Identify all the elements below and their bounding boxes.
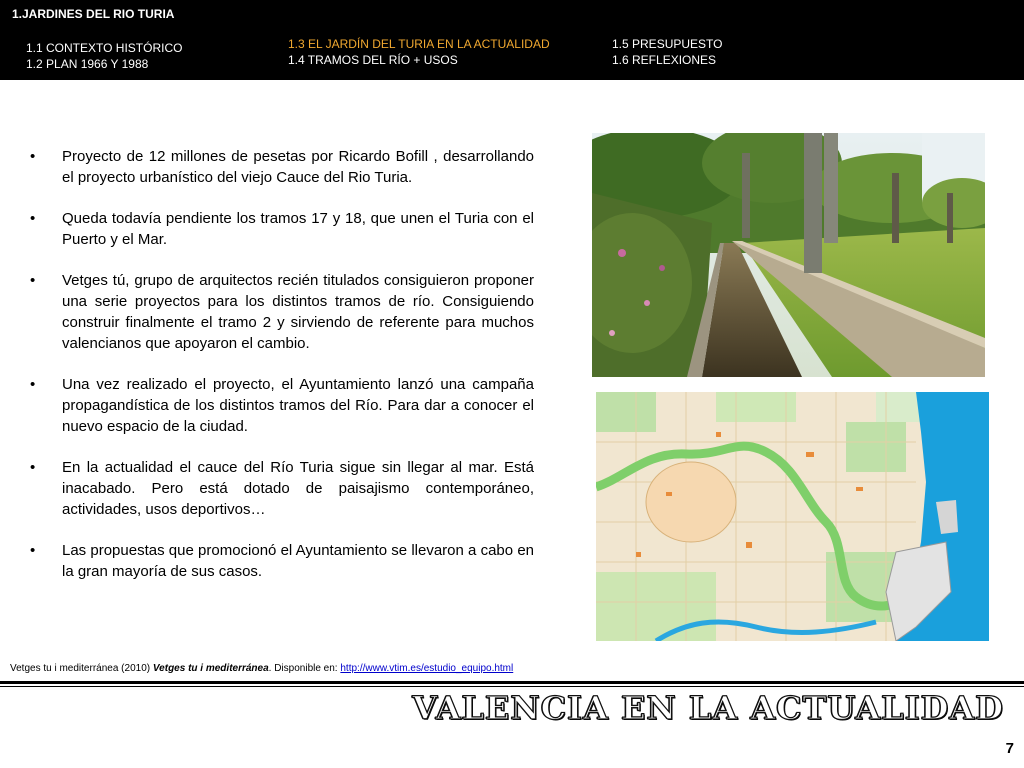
bullet-item: • En la actualidad el cauce del Río Turia sigue sin llegar al mar. Está inacabado. Pero está dotado de paisajismo contemporáneo, actividades, usos deportivos… [30,459,534,518]
nav-item-plan[interactable]: 1.2 PLAN 1966 Y 1988 [26,57,149,71]
nav-item-jardin-actualidad[interactable]: 1.3 EL JARDÍN DEL TURIA EN LA ACTUALIDAD [288,37,550,51]
nav-column-2 [288,36,550,68]
bullet-item: • Las propuestas que promocionó el Ayuntamiento se llevaron a cabo en la gran mayoría de sus casos. [30,542,534,580]
valencia-city-map [596,392,989,641]
bullet-icon: • [30,210,36,227]
page-number: 7 [1005,740,1014,757]
divider-thin [0,686,1024,687]
bullet-icon: • [30,148,36,165]
bullet-icon: • [30,542,36,559]
bullet-list [30,146,534,602]
nav-column-3 [612,36,722,68]
nav-column-1 [26,40,182,72]
nav-item-presupuesto[interactable]: 1.5 PRESUPUESTO [612,37,723,51]
slide-title: VALENCIA EN LA ACTUALIDAD [412,689,1004,727]
bullet-item: • Vetges tú, grupo de arquitectos recién titulados consiguieron proponer una serie proyectos para los distintos tramos de río. Consiguiendo construir finalmente el tramo 2 y sirviendo de referente para muchos valencianos que apoyaron el cambio. [30,272,534,352]
bullet-item: • Proyecto de 12 millones de pesetas por Ricardo Bofill , desarrollando el proyecto urbanístico del viejo Cauce del Rio Turia. [30,148,534,186]
citation-middle: . Disponible en: [268,663,341,674]
bullet-item: • Queda todavía pendiente los tramos 17 y 18, que unen el Turia con el Puerto y el Mar. [30,210,534,248]
bullet-icon: • [30,376,36,393]
park-canal-photo [592,133,985,377]
citation-link[interactable]: http://www.vtim.es/estudio_equipo.html [340,663,514,674]
nav-item-contexto[interactable]: 1.1 CONTEXTO HISTÓRICO [26,41,183,55]
citation-prefix: Vetges tu i mediterránea (2010) [10,663,153,674]
source-citation [10,663,513,674]
nav-item-tramos[interactable]: 1.4 TRAMOS DEL RÍO + USOS [288,53,458,67]
bullet-icon: • [30,272,36,289]
citation-title: Vetges tu i mediterránea [152,663,269,674]
divider-thick [0,681,1024,684]
header-bar [0,0,1024,80]
bullet-icon: • [30,459,36,476]
nav-item-reflexiones[interactable]: 1.6 REFLEXIONES [612,53,717,67]
bullet-item: • Una vez realizado el proyecto, el Ayuntamiento lanzó una campaña propagandística de los distintos tramos del Río. Para dar a conocer el nuevo espacio de la ciudad. [30,376,534,435]
section-title: 1.JARDINES DEL RIO TURIA [12,7,175,21]
